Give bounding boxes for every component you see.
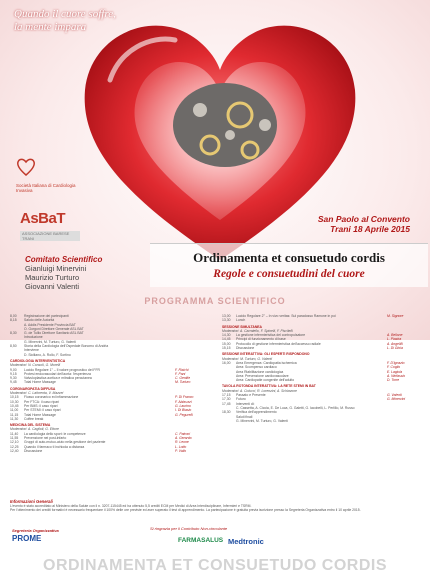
program-topic: Area Riabilitazione cardiologica [236, 369, 284, 374]
program-speaker: M. Signore [387, 314, 404, 318]
session-moderators: Moderatori: C. Laforenta, V. Mazzei [10, 391, 64, 396]
program-topic: Area: Prevenzione cardiovascolare [236, 373, 289, 378]
program-time: 13,30 [222, 318, 231, 323]
session-heading: CORONAROPATIA DIFFUSA [10, 386, 56, 391]
program-time: 11,55 [10, 436, 19, 441]
program-speaker: F. D'Ignazio [387, 360, 405, 365]
tagline-line-2: la mente impara [14, 21, 87, 33]
program-topic: Protocollo di gestione infermieristica dell'accesso radiale [236, 341, 321, 346]
program-topic: G. Minervini, M. Turturo, G. Valenti [24, 339, 76, 344]
program-time: 15,00 [222, 341, 231, 346]
program-time: 8,50 [10, 344, 17, 349]
program-topic: Area Emergenza: Cardiopatia ischemica [236, 360, 297, 365]
program-topic: La gestione infermieristica del contropulsatore [236, 333, 306, 338]
tagline [14, 8, 116, 34]
info-text: L'evento è stato accreditato al Ministero della Salute con il n. 3207-115445 ed ha ottenuto 5,5 crediti ECM per Medici di Area Interdisciplinare, Infermieri e TSRM. [10, 504, 252, 509]
program-row [222, 346, 427, 350]
program-speaker: F. Pani [175, 371, 186, 376]
program-topic: Quando il farmaco ti inchioda a distanza [24, 444, 85, 449]
organizer-logo: PROME [12, 534, 42, 543]
session-heading: MEDICINA DEL SISTEMA [10, 423, 51, 428]
program-speaker: L. Di Gioia [387, 346, 403, 351]
program-topic: Total Home Massage [24, 412, 56, 417]
asbat-logo [20, 210, 80, 241]
program-row [10, 449, 215, 453]
program-topic: Passato e Presente [236, 393, 266, 398]
program-topic: Gruppi di auto-mutuo-aiuto nella gestione del paziente [24, 440, 106, 445]
program-speaker: G. Valenti [387, 393, 402, 398]
program-speaker: G. Laurino [175, 403, 191, 408]
session-moderators: Moderatori: A. Carratello, F. Spinelli, F. Piscitelli [222, 328, 293, 333]
event-location [318, 214, 410, 234]
program-topic: D. Siciliano, A. Rollo, F. Sortino [24, 352, 71, 357]
program-title: PROGRAMMA SCIENTIFICO [144, 296, 286, 306]
program-speaker: A. Angelilli [387, 341, 403, 346]
program-speaker: A. Gerardo [175, 436, 192, 441]
program-time: 11,30 [10, 416, 19, 421]
program-time: 9,00 [10, 367, 17, 372]
program-time: 17,15 [222, 393, 231, 398]
program-time: 17,30 [222, 397, 231, 402]
secretariat-label: Segreteria Organizzativa [12, 528, 59, 533]
program-time: 11,00 [10, 408, 19, 413]
program-speaker: R. Leone [175, 440, 189, 445]
general-info [10, 500, 420, 513]
program-time: 11,15 [10, 412, 19, 417]
program-topic: La cardiologia dello sport: le competenze [24, 431, 86, 436]
session-heading: SESSIONE INTERATTIVA: GLI ESPERTI RISPONDONO [222, 352, 310, 357]
program-topic: Interventi di: [236, 401, 255, 406]
info-title: Informazioni Generali [10, 499, 53, 504]
title-banner [150, 243, 428, 287]
program-topic: C. Cassetta, A. Ciccia, E. De Luca, G. Galetti, G. Iacobelli, L. Perlillo, M. Russo [236, 405, 355, 410]
program-time: 8,15 [10, 318, 17, 323]
program-row [10, 380, 215, 384]
program-speaker: G. Minervini [387, 397, 406, 402]
program-topic: Storia della Cardiologia dell'Ospedale Bonomo di Andria [24, 344, 109, 349]
program-time: 9,45 [10, 380, 17, 385]
program-speaker: I. Di Biasio [175, 408, 192, 413]
program-row [222, 378, 427, 382]
program-topic: Interviene [24, 348, 39, 353]
sponsor-logo: FARMASALUS [178, 537, 224, 544]
program-topic: A. Addis Presidente Provincia BAT [24, 322, 76, 327]
program-speaker [175, 353, 215, 357]
asbat-name: AsBaT [20, 210, 66, 227]
program-time: 13,00 [222, 314, 231, 318]
program-topic: Lucido Regolare 1° – Il valore prognostico del FFR [24, 367, 100, 372]
program-time: 9,15 [10, 371, 17, 376]
program-time: 8,30 [10, 331, 17, 336]
program-topic: Lucido Regolare 2° – In vivo veritas: Sul paradosso Ramone in poi [236, 314, 336, 318]
program-time: 16,00 [222, 360, 231, 365]
session-heading: CARDIOLOGIA INTERVENTISTICA [10, 358, 66, 363]
program-time: 18,30 [222, 410, 231, 415]
program-time [10, 353, 24, 357]
event-date: Trani 18 Aprile 2015 [330, 224, 410, 234]
program-topic: Protesi endovascolari dell'aorta: l'esperienza [24, 371, 91, 376]
program-speaker: F. Abbruzzi [175, 399, 192, 404]
asbat-subtitle: ASSOCIAZIONE BARESE TRANI [20, 231, 80, 241]
event-place: San Paolo al Convento [317, 214, 410, 224]
program-speaker: P. Vallo [175, 448, 187, 453]
program-topic: G. Minervini, M. Turturo, G. Valenti [236, 418, 288, 423]
program-speaker [175, 417, 215, 421]
session-moderators: Moderatori: M. Turturo, G. Valenti [222, 356, 273, 361]
session-moderators: Moderatori: N. Consoli, G. Morelli [10, 363, 61, 368]
tagline-line-1: Quando il cuore soffre, [14, 8, 116, 20]
committee-member: Giovanni Valenti [25, 282, 80, 291]
program-left-column [10, 314, 215, 453]
session-moderators: Moderatori: A. Colucci, R. Lorenzini, A. Schiavone [222, 388, 297, 393]
program-topic: Flusso coronarico ed infiammazione [24, 395, 79, 400]
program-right-column [222, 314, 427, 423]
program-time: 9,30 [10, 376, 17, 381]
program-topic: Area: Cardiopatie congenite dell'adulto [236, 378, 295, 383]
scientific-committee [25, 255, 102, 291]
main-title: Ordinamenta et consuetudo cordis [193, 250, 385, 265]
session-moderators: Moderatori: A. Caglioti, G. Ettore [10, 427, 59, 432]
program-time: 12,40 [10, 448, 19, 453]
program-speaker: C. Gentile [175, 376, 191, 381]
program-time: 14,30 [222, 333, 231, 338]
program-topic: Lunch [236, 318, 246, 323]
program-time: 12,10 [10, 440, 19, 445]
program-speaker: F. Risichi [175, 367, 189, 372]
committee-title: Comitato Scientifico [25, 255, 103, 264]
program-speaker: M. Turturo [175, 380, 191, 385]
program-speaker: F. Coglio [387, 365, 401, 370]
program-time [222, 378, 236, 382]
sponsor-label: Si ringrazia per il Contributo Non-vincolante [150, 526, 228, 531]
society-name: Società Italiana di Cardiologia Invasiva [16, 183, 76, 193]
program-topic: Area: Scompenso cardiaco [236, 365, 277, 370]
heart-outline-icon [16, 158, 36, 176]
program-speaker [387, 419, 427, 423]
program-time: 17,45 [222, 401, 231, 406]
program-speaker [387, 318, 427, 322]
program-row [222, 318, 427, 322]
sponsor-logo: Medtronic [228, 537, 264, 546]
program-row [10, 353, 215, 357]
program-speaker: G. Pegurelli [175, 412, 193, 417]
program-speaker: D. Torre [387, 378, 400, 383]
session-heading: SESSIONE SIMULTANEA [222, 324, 262, 329]
program-topic: Saluto delle Autorità [24, 318, 55, 323]
program-time: 8,00 [10, 314, 17, 318]
program-topic: Saluti finali [236, 414, 253, 419]
session-heading: TAVOLA ROTONDA INTERATTIVA: LA RETE STEMI IN BAT [222, 384, 316, 389]
program-topic: Registrazione dei partecipanti [24, 314, 69, 318]
program-time: 15,15 [222, 346, 231, 351]
program-topic: G. de Tullio Direttore Sanitario ASL BAT [24, 331, 84, 336]
program-time: 12,25 [10, 444, 19, 449]
program-topic: Prevenzione nei post-infarto [24, 436, 67, 441]
program-time: 14,45 [222, 337, 231, 342]
program-topic: Per STEMI: il caso ripari [24, 408, 61, 413]
program-topic: Per FTCA: il caso ripari [24, 399, 60, 404]
program-topic: Per BMS: il caso ripari [24, 403, 58, 408]
program-topic: Futuro [236, 397, 246, 402]
program-time: 11,40 [10, 431, 19, 436]
program-topic: Total Home Massage [24, 380, 56, 385]
program-speaker: P. Di Franco [175, 395, 194, 400]
program-time [222, 419, 236, 423]
program-time: 10,45 [10, 403, 19, 408]
program-speaker: A. Ninfassio [387, 373, 406, 378]
footer-title: ORDINAMENTA ET CONSUETUDO CORDIS [43, 557, 387, 574]
program-time: 10,30 [10, 399, 19, 404]
program-row [10, 417, 215, 421]
program-topic: Discussione [24, 448, 43, 453]
program-topic: Introduzione [24, 335, 43, 340]
program-time: 10,15 [10, 395, 19, 400]
program-topic: Valvuloplastica aortica e mitralica percutanea [24, 376, 92, 381]
program-topic: Coffee break [24, 416, 44, 421]
program-topic: Principi di funzionamento di base [236, 337, 286, 342]
program-topic: O. Gorgoni Direttore Generale ASL BAT [24, 326, 84, 331]
committee-member: Gianluigi Minervini [25, 264, 87, 273]
program-topic: Verifica dell'apprendimento [236, 410, 277, 415]
program-speaker: L. Lotto [175, 444, 187, 449]
program-topic: Discussione [236, 346, 255, 351]
program-speaker: E. Lagiola [387, 369, 403, 374]
program-row [222, 419, 427, 423]
program-speaker: L. Piastra [387, 337, 402, 342]
program-speaker: C. Patroni [175, 431, 191, 436]
committee-member: Maurizio Turturo [25, 273, 80, 282]
info-text: Per l'ottenimento dei crediti formativi è necessario frequentare il 100% delle ore previste ed aver superato il test di apprendimento. La partecipazione è gratuita previa iscrizione presso la Segreteria Organizzativa entro il 10 aprile 2015. [10, 508, 361, 513]
society-logo [16, 158, 76, 193]
subtitle: Regole e consuetudini del cuore [213, 268, 365, 280]
program-speaker: A. Bellone [387, 333, 403, 338]
